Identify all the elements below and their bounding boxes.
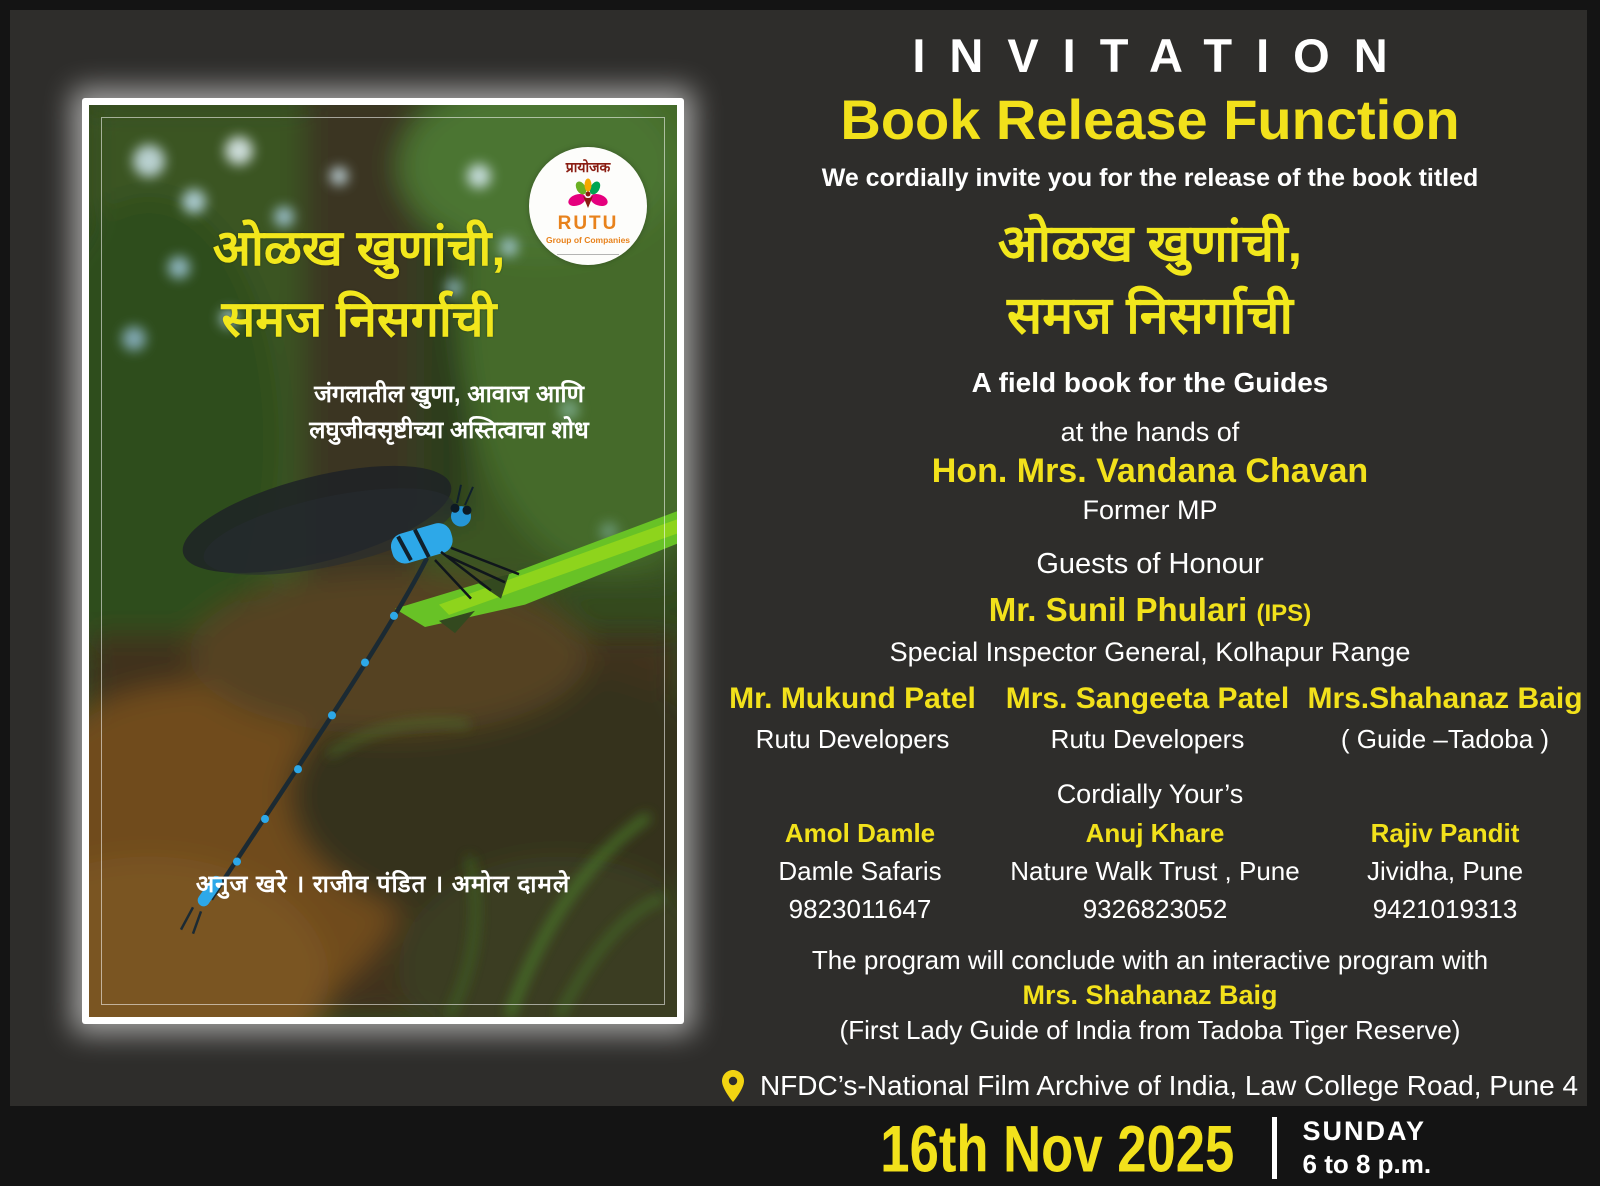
- day-time-block: [1303, 1116, 1432, 1180]
- guests-row: [710, 682, 1590, 755]
- cover-book-subtitle: जंगलातील खुणा, आवाज आणि लघुजीवसृष्टीच्या अस्तित्वाचा शोध: [309, 381, 589, 444]
- guest-of-honour-chief: Mr. Sunil Phulari (IPS): [988, 590, 1312, 628]
- closing-line-1: The program will conclude with an interactive program with: [811, 944, 1489, 975]
- organiser-org: Damle Safaris: [778, 855, 942, 886]
- date-divider: [1272, 1117, 1277, 1179]
- guest-of-honour-designation: Special Inspector General, Kolhapur Range: [889, 636, 1411, 667]
- organisers-row: [710, 818, 1590, 925]
- sponsor-label: प्रायोजक: [565, 158, 611, 175]
- chief-guest-designation: Former MP: [1082, 494, 1218, 525]
- organiser-org: Jividha, Pune: [1366, 855, 1524, 886]
- location-pin-icon: [722, 1070, 744, 1102]
- flyer-background: [10, 10, 1587, 1186]
- rutu-logo-text: RUTU: [557, 212, 619, 234]
- rutu-logo-subtext: Group of Companies: [545, 234, 631, 245]
- guest-org: ( Guide –Tadoba ): [1340, 723, 1550, 754]
- venue-text: NFDC’s-National Film Archive of India, Law College Road, Pune 4: [759, 1069, 1579, 1101]
- cover-authors: अनुज खरे । राजीव पंडित । अमोल दामले: [195, 871, 571, 898]
- organiser-name: Rajiv Pandit: [1370, 817, 1520, 848]
- organiser-phone: 9823011647: [788, 893, 932, 924]
- guest-name: Mrs. Sangeeta Patel: [1005, 681, 1290, 715]
- invitation-panel: [700, 10, 1600, 1186]
- event-date: 16th Nov 2025: [880, 1110, 1235, 1186]
- date-row: [869, 1110, 1432, 1186]
- book-title-devanagari: ओळख खुणांची, समज निसर्गाची: [997, 215, 1303, 345]
- venue-row: [722, 1070, 1578, 1102]
- guest-name: Mrs.Shahanaz Baig: [1307, 681, 1583, 715]
- organiser-name: Amol Damle: [784, 817, 936, 848]
- book-cover: [82, 98, 684, 1024]
- organiser-org: Nature Walk Trust , Pune: [1010, 855, 1300, 886]
- closing-guest-name: Mrs. Shahanaz Baig: [1022, 979, 1278, 1010]
- guest-name: Mr. Mukund Patel: [729, 681, 976, 715]
- organiser-phone: 9421019313: [1372, 893, 1518, 924]
- rutu-flower-icon: [567, 178, 609, 212]
- chief-guest-name: Hon. Mrs. Vandana Chavan: [931, 451, 1369, 490]
- guests-of-honour-heading: Guests of Honour: [1036, 547, 1264, 580]
- function-heading: Book Release Function: [840, 88, 1460, 151]
- cordially-heading: Cordially Your’s: [1056, 778, 1244, 809]
- intro-text: We cordially invite you for the release of the book titled: [821, 164, 1479, 192]
- guest-org: Rutu Developers: [1050, 723, 1245, 754]
- ips-suffix: (IPS): [1256, 599, 1312, 627]
- at-hands-label: at the hands of: [1060, 416, 1240, 447]
- organiser-phone: 9326823052: [1082, 893, 1228, 924]
- organiser-name: Anuj Khare: [1085, 817, 1225, 848]
- guest-org: Rutu Developers: [755, 723, 950, 754]
- event-time: 6 to 8 p.m.: [1302, 1149, 1432, 1179]
- book-cover-photo: [89, 105, 677, 1017]
- invitation-heading: INVITATION: [912, 29, 1412, 82]
- event-day: SUNDAY: [1302, 1116, 1427, 1146]
- book-tagline: A field book for the Guides: [971, 366, 1329, 398]
- cover-book-title: ओळख खुणांची, समज निसर्गाची: [212, 220, 506, 347]
- closing-line-2: (First Lady Guide of India from Tadoba Tiger Reserve): [839, 1014, 1461, 1045]
